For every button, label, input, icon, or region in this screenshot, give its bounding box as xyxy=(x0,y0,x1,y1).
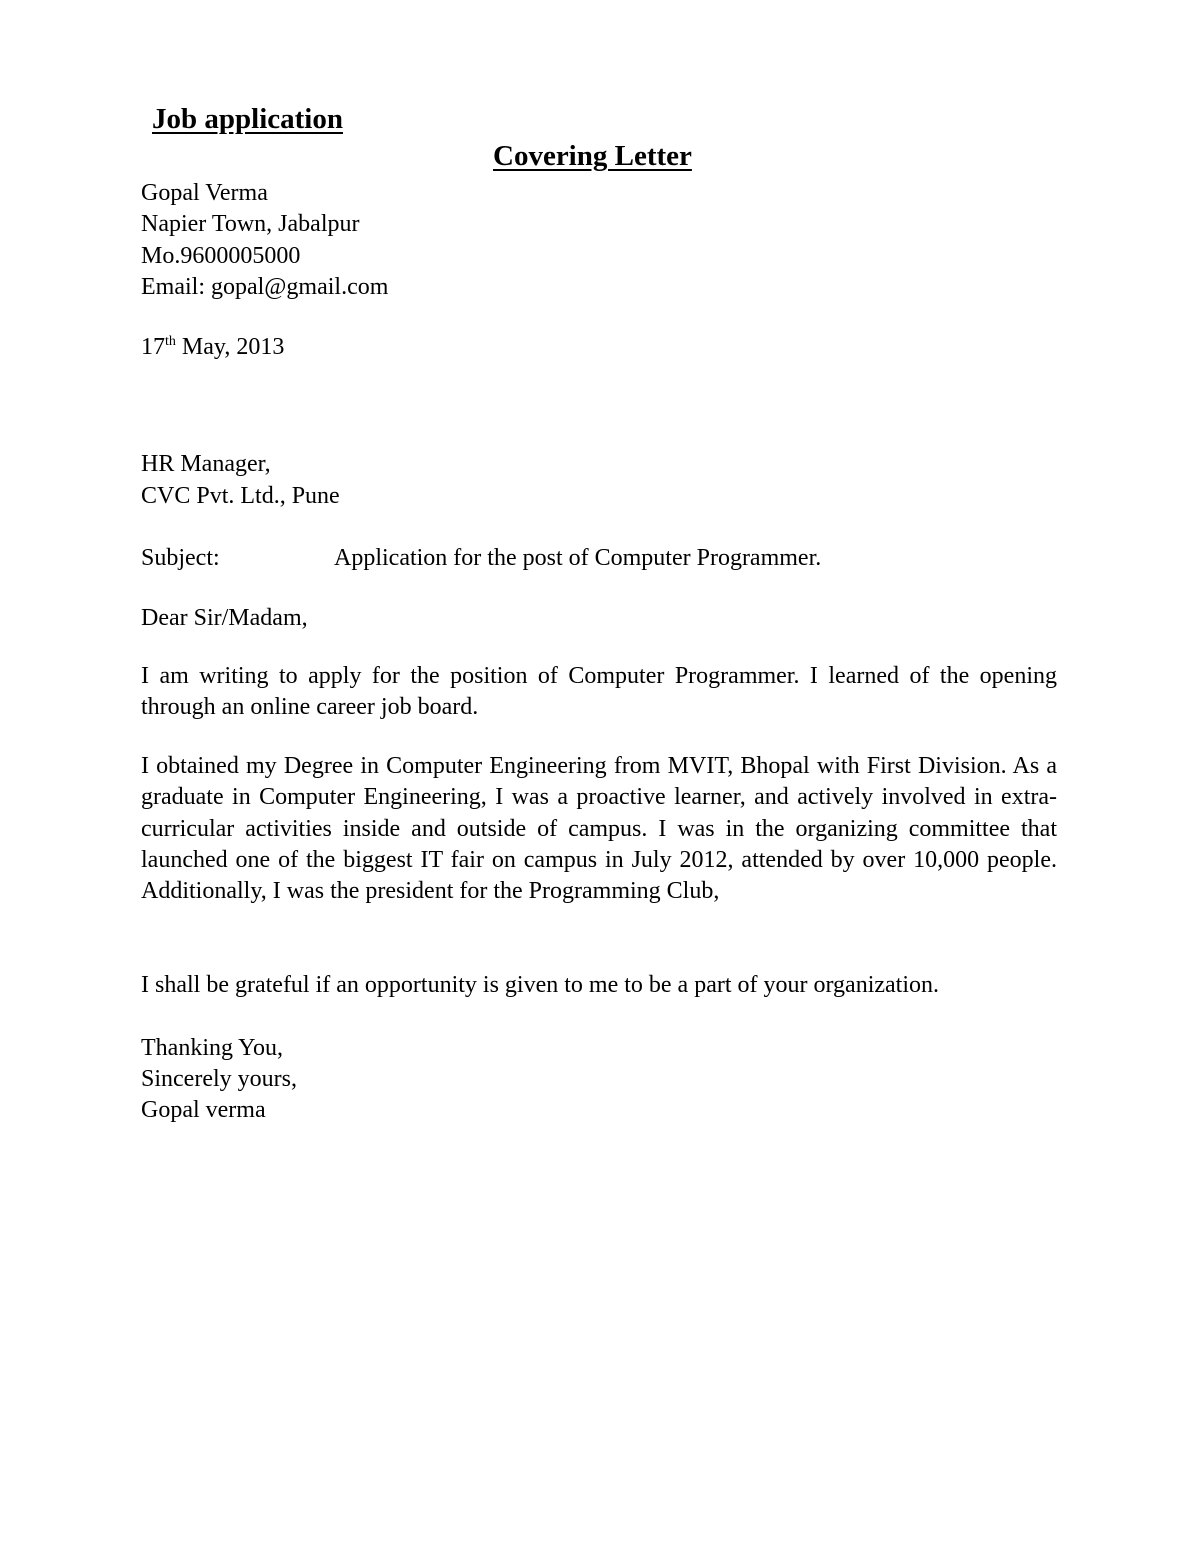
job-application-heading: Job application xyxy=(152,103,343,135)
date-rest: May, 2013 xyxy=(175,334,285,360)
subject-label: Subject: xyxy=(141,545,220,571)
signature-name: Gopal verma xyxy=(141,1097,266,1123)
letter-date xyxy=(141,335,284,359)
recipient-company: CVC Pvt. Ltd., Pune xyxy=(141,483,340,509)
sender-email: Email: gopal@gmail.com xyxy=(141,274,389,300)
recipient-title: HR Manager, xyxy=(141,451,271,477)
salutation: Dear Sir/Madam, xyxy=(141,605,308,631)
sender-mobile: Mo.9600005000 xyxy=(141,243,301,269)
date-day: 17 xyxy=(141,334,165,360)
covering-letter-heading: Covering Letter xyxy=(493,140,692,172)
sender-name: Gopal Verma xyxy=(141,180,268,206)
subject-text: Application for the post of Computer Programmer. xyxy=(334,545,822,571)
body-paragraph-2: I obtained my Degree in Computer Engineering from MVIT, Bhopal with First Division. As a graduate in Computer Engineering, I was a proactive learner, and actively involved in extra-curricular activities inside and outside of campus. I was in the organizing committee that launched one of the biggest IT fair on campus in July 2012, attended by over 10,000 people. Additionally, I was the president for the Programming Club, xyxy=(141,753,1057,905)
sender-address: Napier Town, Jabalpur xyxy=(141,211,360,237)
body-paragraph-1: I am writing to apply for the position of Computer Programmer. I learned of the opening through an online career job board. xyxy=(141,663,1057,721)
body-paragraph-3: I shall be grateful if an opportunity is given to me to be a part of your organization. xyxy=(141,972,940,998)
closing-thanks: Thanking You, xyxy=(141,1035,284,1061)
closing-sign-off: Sincerely yours, xyxy=(141,1066,297,1092)
date-suffix: th xyxy=(165,334,176,349)
